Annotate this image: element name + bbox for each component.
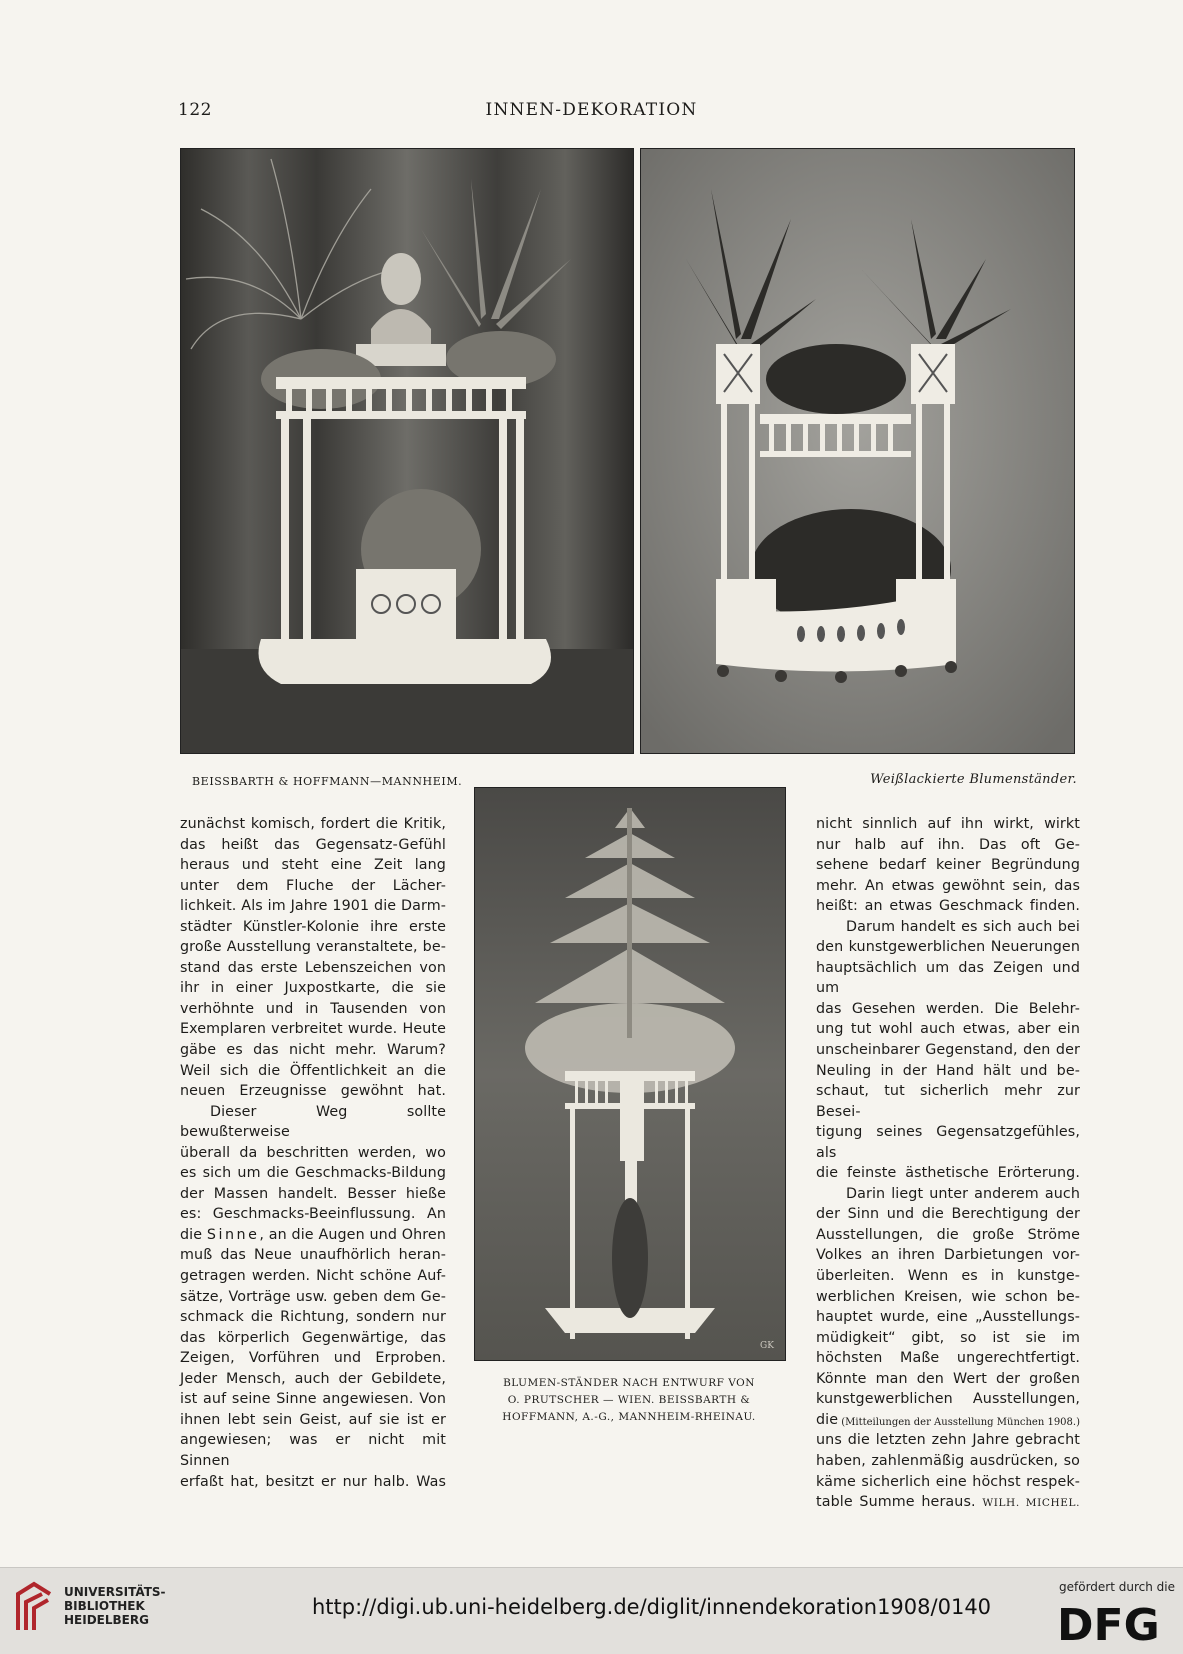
text-line: das körperlich Gegenwärtige, das	[180, 1329, 446, 1346]
text-line: tigung seines Gegensatzgefühles, als	[816, 1124, 1080, 1161]
text-line: ihnen lebt sein Geist, auf sie ist er	[180, 1411, 446, 1428]
text-line: verhöhnte und in Tausenden von	[180, 1000, 446, 1017]
text-line	[816, 1492, 1080, 1514]
text-line: getragen werden. Nicht schöne Auf-	[180, 1268, 446, 1285]
text-line: neuen Erzeugnisse gewöhnt hat.	[180, 1083, 446, 1100]
institution-line: UNIVERSITÄTS-	[64, 1585, 166, 1599]
text-line: überleiten. Wenn es in kunstge-	[816, 1268, 1080, 1285]
text-line: ist auf seine Sinne angewiesen. Von	[180, 1391, 446, 1408]
caption-center	[474, 1375, 784, 1426]
text-column-left	[180, 814, 446, 1492]
university-logo-icon	[14, 1580, 54, 1634]
text-line: unscheinbarer Gegenstand, den der	[816, 1042, 1080, 1059]
text-line: es sich um die Geschmacks-Bildung	[180, 1165, 446, 1182]
text-line: Ausstellungen, die große Ströme	[816, 1226, 1080, 1243]
text-line: ung tut wohl auch etwas, aber ein	[816, 1021, 1080, 1038]
sponsor-text: gefördert durch die	[1059, 1580, 1175, 1594]
text-line: unter dem Fluche der Lächer-	[180, 877, 446, 894]
text-fragment: die	[180, 1226, 207, 1243]
caption-top-left: BEISSBARTH & HOFFMANN—MANNHEIM.	[192, 775, 463, 788]
institution-line: BIBLIOTHEK	[64, 1599, 145, 1613]
text-line: städter Künstler-Kolonie ihre erste	[180, 918, 446, 935]
text-line: mehr. An etwas gewöhnt sein, das	[816, 877, 1080, 894]
text-line: zunächst komisch, fordert die Kritik,	[180, 816, 446, 832]
text-line: Volkes an ihren Darbietungen vor-	[816, 1247, 1080, 1264]
photo-tall-flower-stand	[474, 787, 786, 1361]
text-line: das Gesehen werden. Die Belehr-	[816, 1000, 1080, 1017]
text-line: angewiesen; was er nicht mit Sinnen	[180, 1432, 446, 1469]
photo-flower-box-stand	[640, 148, 1075, 754]
photo-flower-stand-with-bust	[180, 148, 634, 754]
text-line: nur halb auf ihn. Das oft Ge-	[816, 836, 1080, 853]
running-title: INNEN-DEKORATION	[485, 100, 698, 120]
text-line: schmack die Richtung, sondern nur	[180, 1309, 446, 1326]
text-line: Neuling in der Hand hält und be-	[816, 1062, 1080, 1079]
emphasis-sinne: Sinne	[206, 1226, 260, 1243]
text-line: der Massen handelt. Besser hieße	[180, 1185, 446, 1202]
text-fragment: table Summe heraus.	[816, 1494, 983, 1511]
text-line: schaut, tut sicherlich mehr zur Besei-	[816, 1083, 1080, 1120]
text-line: die feinste ästhetische Erörterung.	[816, 1165, 1080, 1182]
text-line: hauptsächlich um das Zeigen und um	[816, 959, 1080, 997]
dfg-logo-text: DFG	[1057, 1600, 1160, 1644]
text-line: der Sinn und die Berechtigung der	[816, 1206, 1080, 1223]
text-line: den kunstgewerblichen Neuerungen	[816, 939, 1080, 956]
text-line: große Ausstellung veranstaltete, be-	[180, 939, 446, 956]
text-line: nicht sinnlich auf ihn wirkt, wirkt	[816, 816, 1080, 832]
text-line: sehene bedarf keiner Begründung	[816, 857, 1080, 874]
text-line: höchsten Maße ungerechtfertigt.	[816, 1350, 1080, 1367]
text-line: heißt: an etwas Geschmack finden.	[816, 898, 1080, 915]
text-line: erfaßt hat, besitzt er nur halb. Was	[180, 1473, 446, 1490]
permalink-url[interactable]: http://digi.ub.uni-heidelberg.de/diglit/innendekoration1908/0140	[312, 1595, 992, 1619]
text-line: Könnte man den Wert der großen	[816, 1370, 1080, 1387]
text-line: das heißt das Gegensatz-Gefühl	[180, 836, 446, 853]
text-line: heraus und steht eine Zeit lang	[180, 857, 446, 874]
text-line: gäbe es das nicht mehr. Warum?	[180, 1042, 446, 1059]
caption-center-line: BLUMEN-STÄNDER NACH ENTWURF VON	[503, 1377, 755, 1389]
text-line: Dieser Weg sollte bewußterweise	[180, 1103, 446, 1141]
text-line: werblichen Kreisen, wie schon be-	[816, 1288, 1080, 1305]
text-line: Exemplaren verbreitet wurde. Heute	[180, 1021, 446, 1038]
text-line: ihr in einer Juxpostkarte, die sie	[180, 980, 446, 997]
text-line: Darin liegt unter anderem auch	[846, 1185, 1080, 1202]
text-line: Jeder Mensch, auch der Gebildete,	[180, 1370, 446, 1387]
text-line: überall da beschritten werden, wo	[180, 1144, 446, 1161]
monogram: GK	[760, 1341, 774, 1351]
institution-line: HEIDELBERG	[64, 1613, 149, 1627]
text-line: hauptet wurde, eine „Ausstellungs-	[816, 1309, 1080, 1326]
text-line: sätze, Vorträge usw. geben dem Ge-	[180, 1288, 446, 1305]
text-line: haben, zahlenmäßig ausdrücken, so	[816, 1452, 1080, 1469]
text-fragment: , an die Augen und Ohren	[259, 1226, 446, 1243]
text-line: stand das erste Lebenszeichen von	[180, 959, 446, 976]
institution-name	[64, 1585, 166, 1627]
text-line: lichkeit. Als im Jahre 1901 die Darm-	[180, 898, 446, 915]
caption-top-right: Weißlackierte Blumenständer.	[870, 772, 1077, 787]
text-column-right	[816, 814, 1080, 1514]
footer-bar	[0, 1567, 1183, 1654]
text-line: Darum handelt es sich auch bei	[846, 918, 1080, 935]
dfg-logo-icon	[1057, 1600, 1169, 1644]
caption-center-line: HOFFMANN, A.-G., MANNHEIM-RHEINAU.	[502, 1411, 756, 1423]
text-line: Zeigen, Vorführen und Erproben.	[180, 1350, 446, 1367]
source-note: (Mitteilungen der Ausstellung München 1908.)	[841, 1417, 1080, 1428]
author-signature: WILH. MICHEL.	[982, 1497, 1081, 1510]
text-line: käme sicherlich eine höchst respek-	[816, 1473, 1080, 1490]
text-line: müdigkeit“ gibt, so ist sie im	[816, 1329, 1080, 1346]
page-number: 122	[178, 100, 212, 120]
text-line: muß das Neue unaufhörlich heran-	[180, 1247, 446, 1264]
text-line: Weil sich die Öffentlichkeit an die	[180, 1062, 446, 1079]
text-line	[180, 1225, 446, 1246]
caption-center-line: O. PRUTSCHER — WIEN. BEISSBARTH &	[507, 1394, 751, 1406]
text-line: es: Geschmacks-Beeinflussung. An	[180, 1206, 446, 1223]
text-line: uns die letzten zehn Jahre gebracht	[816, 1432, 1080, 1449]
text-line: kunstgewerblichen Ausstellungen, die	[816, 1391, 1080, 1428]
